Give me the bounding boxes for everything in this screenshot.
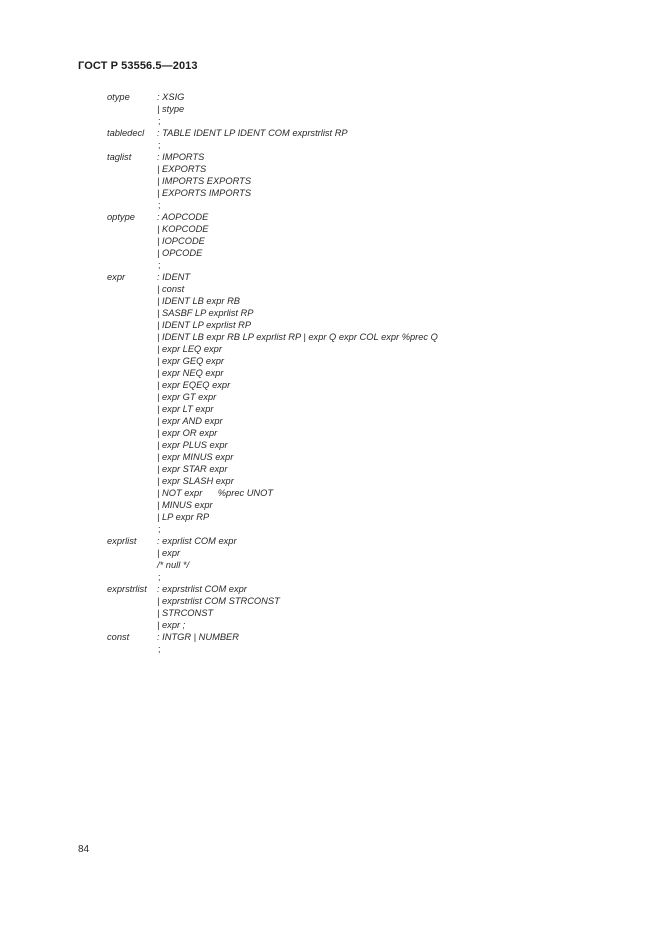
grammar-rule — [0, 151, 661, 211]
rule-line — [0, 187, 661, 199]
rule-name: const — [107, 632, 130, 642]
rule-line — [0, 127, 661, 139]
rule-alternative: : IMPORTS — [157, 152, 205, 162]
rule-alternative: | stype — [157, 104, 185, 114]
rule-line — [0, 427, 661, 439]
rule-alternative: | LP expr RP — [157, 512, 210, 522]
rule-alternative: : exprstrlist COM expr — [157, 584, 247, 594]
rule-name: tabledecl — [107, 128, 145, 138]
rule-alternative: | const — [157, 284, 185, 294]
rule-alternative: | expr AND expr — [157, 416, 223, 426]
rule-alternative: : INTGR | NUMBER — [157, 632, 239, 642]
rule-terminator: ; — [158, 524, 161, 534]
grammar-rule — [0, 535, 661, 583]
rule-alternative: | expr NEQ expr — [157, 368, 224, 378]
rule-line — [0, 319, 661, 331]
rule-alternative: | exprstrlist COM STRCONST — [157, 596, 280, 606]
rule-terminator-line — [0, 523, 661, 535]
rule-line — [0, 91, 661, 103]
rule-alternative: | IMPORTS EXPORTS — [157, 176, 252, 186]
rule-line — [0, 403, 661, 415]
rule-terminator-line — [0, 643, 661, 655]
rule-alternative: : TABLE IDENT LP IDENT COM exprstrlist RP — [157, 128, 348, 138]
rule-terminator: ; — [158, 116, 161, 126]
rule-alternative: | IOPCODE — [157, 236, 205, 246]
rule-terminator: ; — [158, 260, 161, 270]
rule-line — [0, 343, 661, 355]
grammar-rule — [0, 211, 661, 271]
rule-line — [0, 595, 661, 607]
rule-line — [0, 391, 661, 403]
rule-line — [0, 439, 661, 451]
rule-line — [0, 535, 661, 547]
page-number: 84 — [78, 844, 90, 855]
rule-alternative: /* null */ — [157, 560, 190, 570]
rule-name: optype — [107, 212, 135, 222]
rule-alternative: : exprlist COM expr — [157, 536, 237, 546]
rule-line — [0, 547, 661, 559]
rule-terminator-line — [0, 199, 661, 211]
rule-terminator: ; — [158, 644, 161, 654]
rule-alternative: | expr MINUS expr — [157, 452, 234, 462]
rule-alternative: | SASBF LP exprlist RP — [157, 308, 254, 318]
rule-alternative: | expr GT expr — [157, 392, 217, 402]
rule-alternative: | expr LEQ expr — [157, 344, 222, 354]
grammar-listing — [0, 91, 661, 655]
rule-line — [0, 475, 661, 487]
rule-line — [0, 511, 661, 523]
rule-line — [0, 103, 661, 115]
rule-line — [0, 163, 661, 175]
rule-alternative: | expr LT expr — [157, 404, 214, 414]
rule-line — [0, 463, 661, 475]
rule-line — [0, 451, 661, 463]
grammar-rule — [0, 583, 661, 631]
rule-line — [0, 247, 661, 259]
rule-line — [0, 235, 661, 247]
rule-line — [0, 283, 661, 295]
rule-terminator: ; — [158, 572, 161, 582]
rule-alternative: | expr OR expr — [157, 428, 218, 438]
rule-name: exprstrlist — [107, 584, 147, 594]
rule-terminator-line — [0, 571, 661, 583]
rule-line — [0, 631, 661, 643]
rule-alternative: | expr SLASH expr — [157, 476, 234, 486]
rule-alternative: | expr — [157, 548, 181, 558]
rule-line — [0, 223, 661, 235]
grammar-rule — [0, 631, 661, 655]
rule-alternative: : AOPCODE — [157, 212, 209, 222]
rule-line — [0, 367, 661, 379]
rule-alternative: | KOPCODE — [157, 224, 209, 234]
rule-line — [0, 271, 661, 283]
document-header: ГОСТ Р 53556.5—2013 — [78, 60, 198, 72]
rule-alternative: | OPCODE — [157, 248, 203, 258]
rule-alternative: | STRCONST — [157, 608, 214, 618]
rule-name: taglist — [107, 152, 132, 162]
rule-alternative: | expr ; — [157, 620, 186, 630]
rule-line — [0, 583, 661, 595]
rule-line — [0, 295, 661, 307]
grammar-rule — [0, 271, 661, 535]
rule-line — [0, 487, 661, 499]
rule-line — [0, 355, 661, 367]
rule-line — [0, 379, 661, 391]
rule-alternative: | expr GEQ expr — [157, 356, 224, 366]
rule-terminator-line — [0, 115, 661, 127]
rule-alternative: : IDENT — [157, 272, 191, 282]
rule-alternative: | EXPORTS — [157, 164, 207, 174]
rule-line — [0, 619, 661, 631]
rule-line — [0, 559, 661, 571]
rule-alternative: | expr EQEQ expr — [157, 380, 231, 390]
rule-alternative: : XSIG — [157, 92, 185, 102]
rule-alternative: | IDENT LB expr RB — [157, 296, 241, 306]
rule-alternative: | NOT expr %prec UNOT — [157, 488, 274, 498]
rule-terminator: ; — [158, 140, 161, 150]
grammar-rule — [0, 91, 661, 127]
rule-alternative: | expr PLUS expr — [157, 440, 228, 450]
rule-alternative: | IDENT LP exprlist RP — [157, 320, 252, 330]
rule-line — [0, 151, 661, 163]
rule-name: expr — [107, 272, 126, 282]
rule-line — [0, 607, 661, 619]
rule-terminator-line — [0, 259, 661, 271]
rule-terminator-line — [0, 139, 661, 151]
rule-alternative: | expr STAR expr — [157, 464, 228, 474]
rule-line — [0, 211, 661, 223]
rule-name: exprlist — [107, 536, 137, 546]
rule-terminator: ; — [158, 200, 161, 210]
rule-alternative: | MINUS expr — [157, 500, 213, 510]
rule-name: otype — [107, 92, 130, 102]
rule-alternative: | IDENT LB expr RB LP exprlist RP | expr Q expr COL expr %prec Q — [157, 332, 438, 342]
rule-line — [0, 415, 661, 427]
rule-line — [0, 175, 661, 187]
rule-line — [0, 499, 661, 511]
grammar-rule — [0, 127, 661, 151]
rule-alternative: | EXPORTS IMPORTS — [157, 188, 252, 198]
rule-line — [0, 307, 661, 319]
rule-line — [0, 331, 661, 343]
